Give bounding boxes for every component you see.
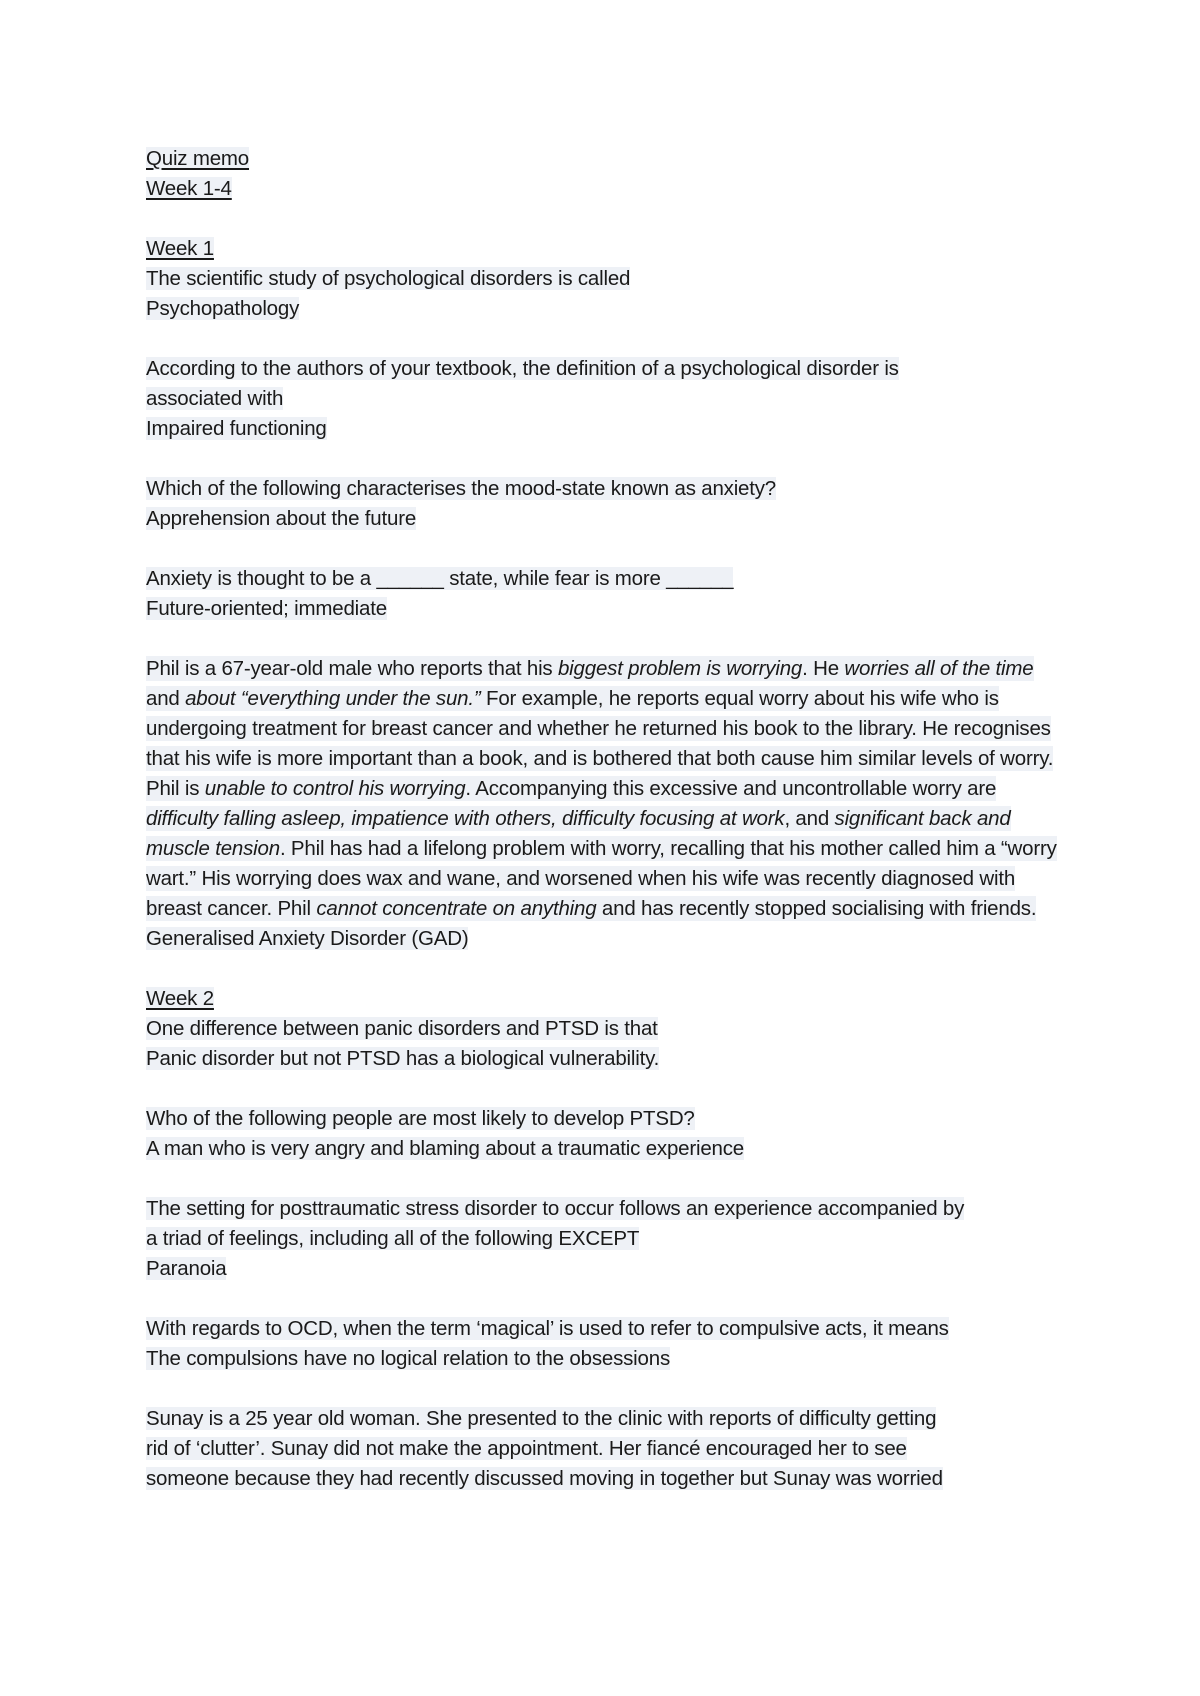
answer: Impaired functioning xyxy=(146,417,327,440)
question: One difference between panic disorders and PTSD is that xyxy=(146,1017,658,1040)
answer: Future-oriented; immediate xyxy=(146,597,387,620)
question: Anxiety is thought to be a ______ state, while fear is more ______ xyxy=(146,567,734,590)
question-continued: a triad of feelings, including all of the following EXCEPT xyxy=(146,1227,640,1250)
question-continued: associated with xyxy=(146,387,284,410)
doc-subtitle: Week 1-4 xyxy=(146,177,232,200)
question: Sunay is a 25 year old woman. She presented to the clinic with reports of difficulty getting xyxy=(146,1407,937,1430)
question: The setting for posttraumatic stress disorder to occur follows an experience accompanied by xyxy=(146,1197,965,1220)
answer: The compulsions have no logical relation to the obsessions xyxy=(146,1347,670,1370)
question: The scientific study of psychological disorders is called xyxy=(146,267,631,290)
question: According to the authors of your textbook, the definition of a psychological disorder is xyxy=(146,357,899,380)
question-continued: someone because they had recently discussed moving in together but Sunay was worried xyxy=(146,1467,943,1490)
week1-heading: Week 1 xyxy=(146,237,214,260)
answer: Psychopathology xyxy=(146,297,300,320)
doc-title: Quiz memo xyxy=(146,147,250,170)
answer: Panic disorder but not PTSD has a biological vulnerability. xyxy=(146,1047,660,1070)
answer: Apprehension about the future xyxy=(146,507,417,530)
question: Who of the following people are most likely to develop PTSD? xyxy=(146,1107,695,1130)
question-continued: rid of ‘clutter’. Sunay did not make the appointment. Her fiancé encouraged her to see xyxy=(146,1437,907,1460)
question: Which of the following characterises the mood-state known as anxiety? xyxy=(146,477,776,500)
week2-heading: Week 2 xyxy=(146,987,214,1010)
document-body xyxy=(146,144,1066,1494)
question: With regards to OCD, when the term ‘magical’ is used to refer to compulsive acts, it means xyxy=(146,1317,949,1340)
answer: A man who is very angry and blaming about a traumatic experience xyxy=(146,1137,744,1160)
answer: Generalised Anxiety Disorder (GAD) xyxy=(146,927,469,950)
answer: Paranoia xyxy=(146,1257,227,1280)
case-vignette: Phil is a 67-year-old male who reports that his biggest problem is worrying. He worries all of the time and about “everything under the sun.” For example, he reports equal worry about his wife who is undergoing treatment for breast cancer and whether he returned his book to the library. He recognises that his wife is more important than a book, and is bothered that both cause him similar levels of worry. Phil is unable to control his worrying. Accompanying this excessive and uncontrollable worry are difficulty falling asleep, impatience with others, difficulty focusing at work, and significant back and muscle tension. Phil has had a lifelong problem with worry, recalling that his mother called him a “worry wart.” His worrying does wax and wane, and worsened when his wife was recently diagnosed with breast cancer. Phil cannot concentrate on anything and has recently stopped socialising with friends. xyxy=(146,657,1057,920)
